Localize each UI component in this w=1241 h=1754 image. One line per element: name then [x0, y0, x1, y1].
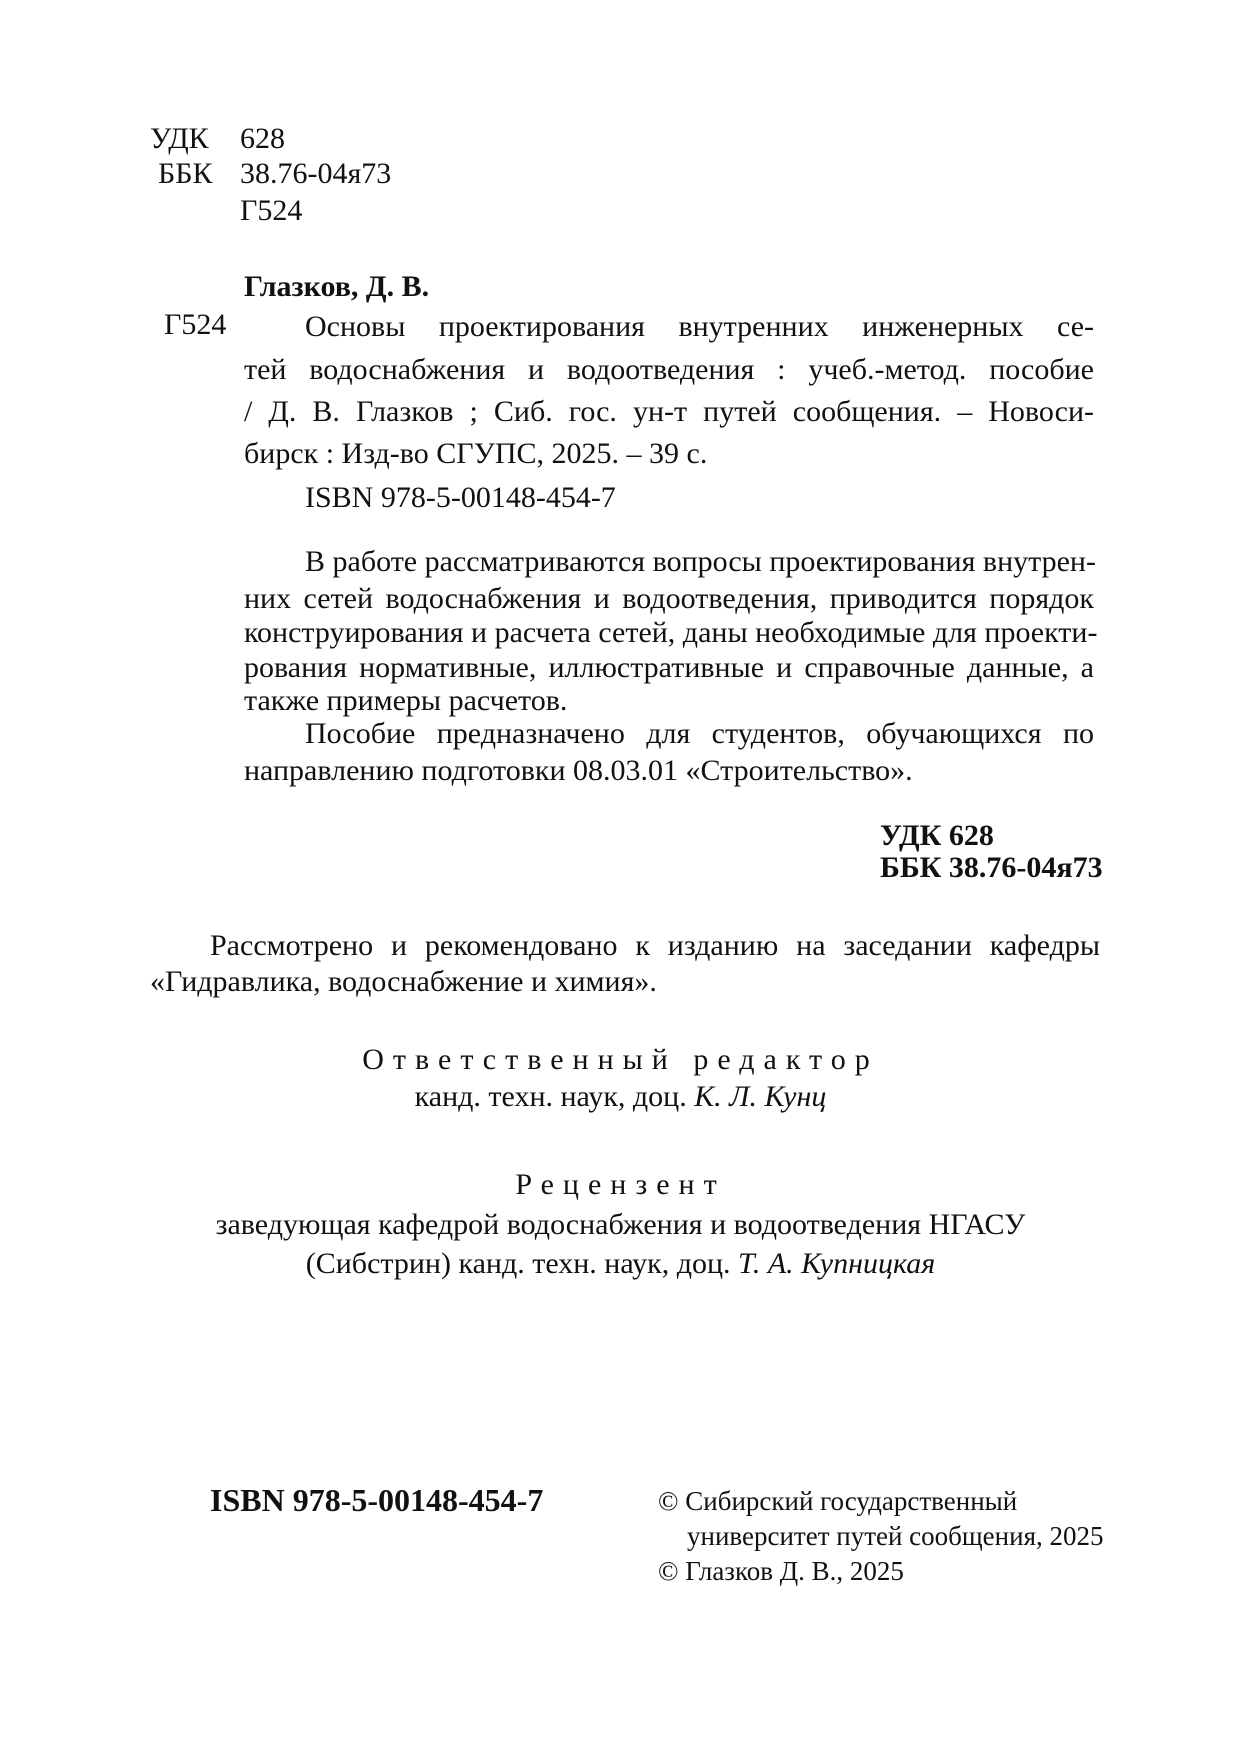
editor-line — [0, 1082, 1241, 1112]
udk-label: УДК — [150, 122, 209, 155]
abstract-line: конструирования и расчета сетей, даны необходимые для проекти- — [244, 616, 1098, 649]
author-heading: Глазков, Д. В. — [244, 270, 430, 303]
record-line: / Д. В. Глазков ; Сиб. гос. ун-т путей сообщения. – Новоси- — [244, 395, 1094, 428]
footer-isbn: ISBN 978-5-00148-454-7 — [210, 1482, 544, 1518]
record-line: бирск : Изд-во СГУПС, 2025. – 39 с. — [244, 437, 708, 470]
abstract-line: рования нормативные, иллюстративные и справочные данные, а — [244, 651, 1094, 684]
reviewer-credentials: (Сибстрин) канд. техн. наук, доц. — [305, 1247, 731, 1280]
abstract-line: них сетей водоснабжения и водоотведения, приводится порядок — [244, 582, 1094, 615]
side-author-sign: Г524 — [164, 308, 227, 341]
copyright-line: университет путей сообщения, 2025 — [687, 1521, 1104, 1551]
author-sign: Г524 — [240, 194, 303, 227]
record-isbn: ISBN 978-5-00148-454-7 — [305, 481, 616, 514]
reviewer-name: Т. А. Купницкая — [738, 1247, 936, 1280]
editor-credentials: канд. техн. наук, доц. — [414, 1080, 687, 1113]
record-line: Основы проектирования внутренних инженерных се- — [305, 310, 1094, 343]
editor-title: Ответственный редактор — [362, 1043, 879, 1076]
bbk-value: 38.76-04я73 — [240, 157, 392, 190]
bbk-code: ББК 38.76-04я73 — [880, 851, 1103, 884]
copyright-line: © Сибирский государственный — [658, 1486, 1018, 1516]
abstract-line: Пособие предназначено для студентов, обучающихся по — [305, 717, 1094, 750]
reviewer-title: Рецензент — [515, 1168, 726, 1201]
reviewer-line2 — [0, 1249, 1241, 1279]
abstract-line: также примеры расчетов. — [244, 684, 568, 717]
copyright-line: © Глазков Д. В., 2025 — [658, 1556, 904, 1586]
abstract-line: В работе рассматриваются вопросы проектирования внутрен- — [305, 545, 1096, 578]
udk-value: 628 — [240, 122, 285, 155]
abstract-line: направлению подготовки 08.03.01 «Строительство». — [244, 754, 913, 787]
record-line: тей водоснабжения и водоотведения : учеб.-метод. пособие — [244, 353, 1094, 386]
reviewer-line1: заведующая кафедрой водоснабжения и водоотведения НГАСУ — [215, 1208, 1026, 1241]
approval-line: Рассмотрено и рекомендовано к изданию на заседании кафедры — [210, 929, 1100, 962]
udk-code: УДК 628 — [880, 819, 994, 852]
bbk-label: ББК — [158, 157, 213, 190]
approval-line: «Гидравлика, водоснабжение и химия». — [150, 965, 657, 998]
editor-name: К. Л. Кунц — [694, 1080, 827, 1113]
